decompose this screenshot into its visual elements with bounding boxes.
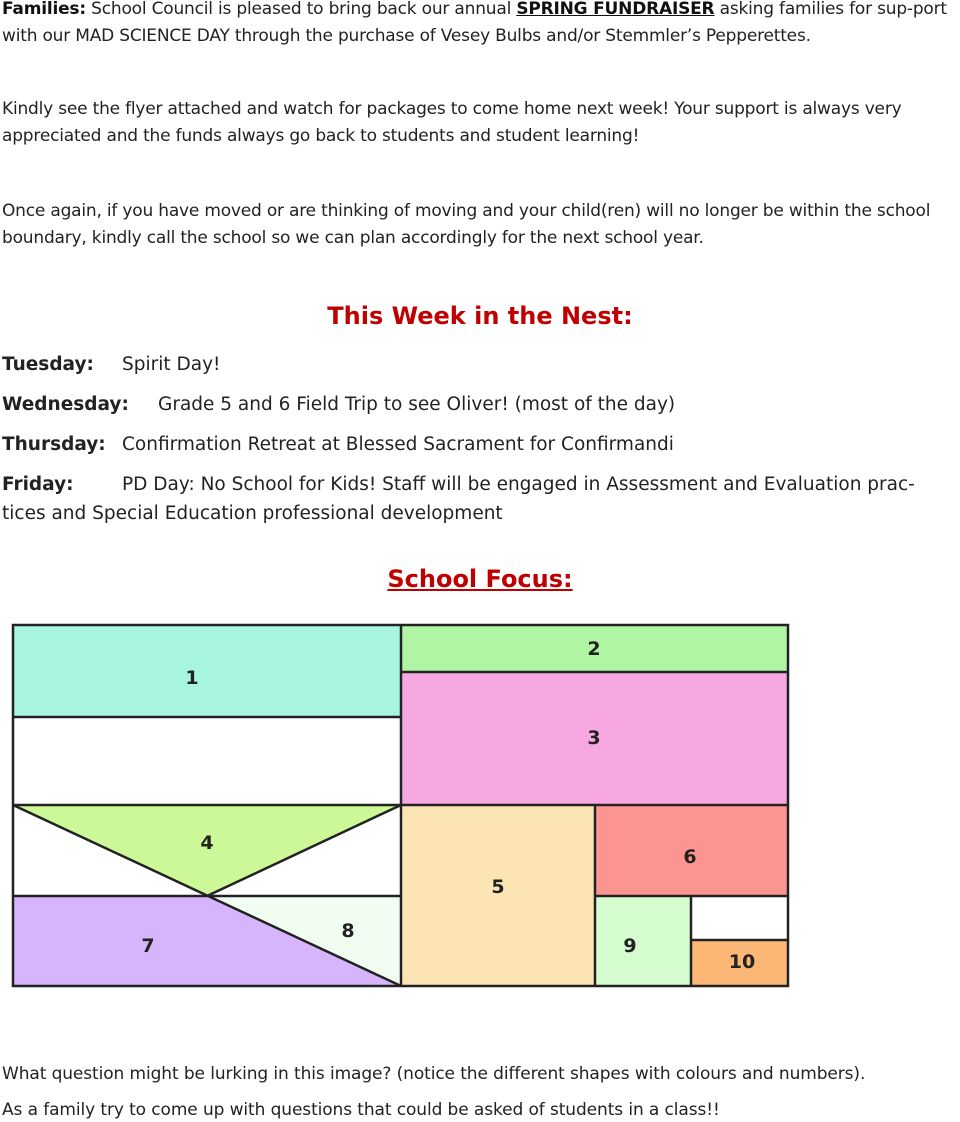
fundraiser-text-1: School Council is pleased to bring back our annual — [91, 0, 512, 19]
question-line-1: What question might be lurking in this image? (notice the different shapes with colours and numbers). — [2, 1064, 866, 1084]
shape-label-9: 9 — [623, 935, 637, 957]
shape-label-1: 1 — [185, 667, 199, 689]
schedule-text: Spirit Day! — [122, 354, 221, 375]
shape-label-3: 3 — [587, 727, 601, 749]
shapes-puzzle-svg — [4, 620, 794, 992]
schedule-row-thursday — [2, 430, 952, 459]
week-heading: This Week in the Nest: — [327, 302, 633, 330]
schedule-row-wednesday — [2, 390, 952, 419]
schedule-text: Grade 5 and 6 Field Trip to see Oliver! (most of the day) — [158, 394, 676, 415]
shape-label-7: 7 — [141, 935, 155, 957]
fundraiser-text-2: asking families for sup-port with our MAD SCIENCE DAY through the purchase of Vesey Bulbs and/or Stemmler’s Pepperettes. — [2, 0, 947, 46]
shapes-puzzle-figure — [4, 620, 794, 992]
schedule-day: Friday: — [2, 474, 74, 495]
shape-label-6: 6 — [683, 846, 697, 868]
schedule-text: PD Day: No School for Kids! Staff will be engaged in Assessment and Evaluation prac-tices and Special Education professional development — [2, 474, 915, 524]
shape-label-8: 8 — [341, 920, 355, 942]
schedule-day: Thursday: — [2, 434, 106, 455]
fundraiser-paragraph — [2, 0, 952, 50]
blank-small-rectangle — [691, 896, 788, 940]
schedule-day: Wednesday: — [2, 394, 129, 415]
boundary-paragraph: Once again, if you have moved or are thinking of moving and your child(ren) will no longer be within the school boundary, kindly call the school so we can plan accordingly for the next school year. — [2, 201, 931, 248]
focus-heading: School Focus: — [387, 565, 573, 593]
shape-1 — [13, 625, 401, 717]
shape-label-2: 2 — [587, 638, 601, 660]
schedule-text: Confirmation Retreat at Blessed Sacrament for Confirmandi — [122, 434, 674, 455]
question-line-2: As a family try to come up with questions that could be asked of students in a class!! — [2, 1100, 720, 1120]
flyer-paragraph: Kindly see the flyer attached and watch for packages to come home next week! Your support is always very appreciated and the funds always go back to students and student learning! — [2, 99, 902, 146]
schedule-row-tuesday — [2, 350, 952, 379]
schedule-row-friday — [2, 470, 958, 530]
families-lead: Families: — [2, 0, 86, 19]
shape-9 — [595, 896, 691, 986]
shape-label-5: 5 — [491, 876, 505, 898]
shape-label-4: 4 — [200, 832, 214, 854]
shape-label-10: 10 — [728, 951, 756, 973]
blank-rectangle — [13, 717, 401, 805]
schedule-day: Tuesday: — [2, 354, 94, 375]
spring-fundraiser-highlight: SPRING FUNDRAISER — [516, 0, 715, 19]
